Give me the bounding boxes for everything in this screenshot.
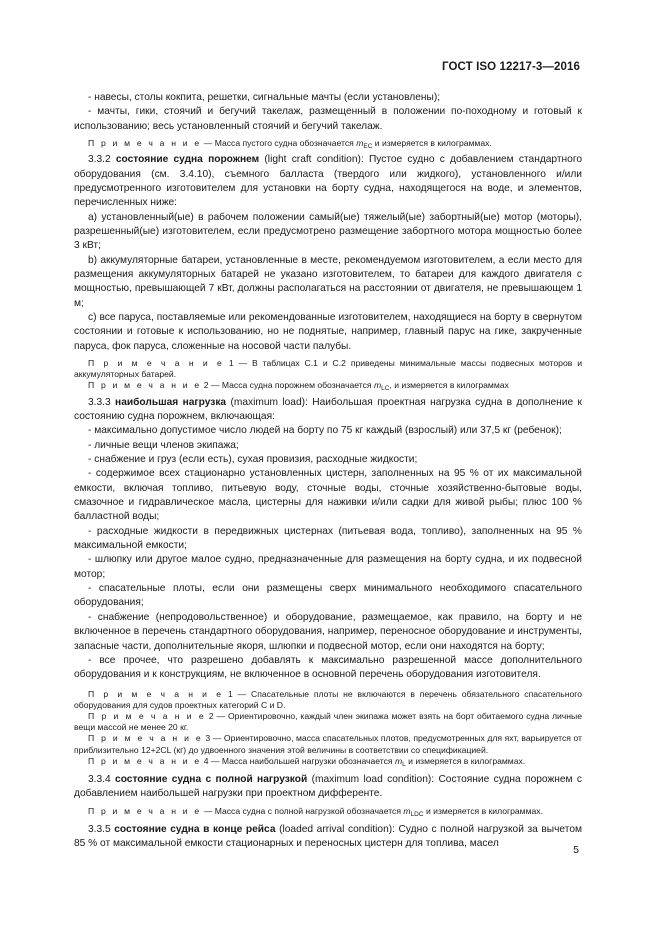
list-item: а) установленный(ые) в рабочем положении самый(ые) тяжелый(ые) забортный(ые) мотор (моторы), разрешенный(ые) изготовителем, если предусмотрено размещение забортного мотора мощностью более 3 кВт; [74, 211, 582, 252]
note: П р и м е ч а н и е — Масса пустого судна обозначается $m_{EC}$ и измеряется в килограммах. [88, 138, 492, 151]
definition-3-3-3: 3.3.3 наибольшая нагрузка (maximum load): Наибольшая проектная нагрузка судна в дополнение к состоянию судна порожнем, включающая: [74, 396, 582, 422]
note: П р и м е ч а н и е 2 — Ориентировочно, каждый член экипажа может взять на борт обитаемого судна личные вещи массой не менее 20 кг. [74, 710, 582, 733]
list-item: - максимально допустимое число людей на борту по 75 кг каждый (взрослый) или 37,5 кг (ребенок); [88, 425, 562, 437]
page-body [74, 91, 582, 852]
term: состояние судна в конце рейса [114, 823, 276, 835]
note-label: П р и м е ч а н и е [88, 138, 202, 149]
definition-3-3-2: 3.3.2 состояние судна порожнем (light craft condition): Пустое судно с добавлением стандартного оборудования (см. 3.4.10), съемного балласта (твердого или жидкого), установленного и/или предусмотренного изготовителем для установки на борту судна, находящегося на воде, и элементов, перечисленных ниже: [74, 154, 582, 209]
document-header: ГОСТ ISO 12217-3—2016 [442, 61, 580, 73]
definition-3-3-5: 3.3.5 состояние судна в конце рейса (loaded arrival condition): Судно с полной нагрузкой за вычетом 85 % от максимальной емкости стационарных и переносных цистерн для топлива, масел [74, 823, 582, 850]
list-item: b) аккумуляторные батареи, установленные в месте, рекомендуемом изготовителем, а если место для размещения аккумуляторных батарей не указано изготовителем, то батареи для каждого двигателя с мощностью, превышающей 7 кВт, должны располагаться на расстоянии от двигателя, не превышающем 1 м; [74, 254, 582, 309]
list-item: - мачты, гики, стоячий и бегучий такелаж, размещенный в положении по-походному и готовый к использованию; весь установленный стоячий и бегучий такелаж. [74, 106, 582, 132]
term: состояние судна порожнем [115, 154, 260, 166]
list-item: - снабжение и груз (если есть), сухая провизия, расходные жидкости; [88, 454, 418, 466]
list-item: с) все паруса, поставляемые или рекомендованные изготовителем, находящиеся на борту в свернутом состоянии и готовые к использованию, но не поднятые, например, главный парус на гике, закрученные паруса, фок паруса, сложенные на носовой части палубы. [74, 312, 582, 352]
page-number: 5 [573, 844, 579, 856]
list-item: - снабжение (непродовольственное) и оборудование, размещаемое, как правило, на борту и не включенное в перечень стандартного оборудования, например, переносное оборудование и инструменты, запасные части, дополнительные якоря, шлюпки и подвесной мотор, если они находятся на борту; [74, 611, 582, 652]
note: П р и м е ч а н и е 3 — Ориентировочно, масса спасательных плотов, предусмотренных для яхт, варьируется от приблизительно 12+2CL (кг) до удвоенного значения этой величины в соответствии со спецификацией. [74, 733, 582, 755]
list-item: - личные вещи членов экипажа; [88, 439, 239, 451]
list-item: - все прочее, что разрешено добавлять к максимально разрешенной массе дополнительного оборудования и к конструкциям, не включенное в основной перечень оборудования изготовителя. [74, 654, 582, 681]
note: П р и м е ч а н и е 1 — Спасательные плоты не включаются в перечень обязательного спасательного оборудования для судов проектных категорий С и D. [74, 688, 582, 710]
list-item: - содержимое всех стационарно установленных цистерн, заполненных на 95 % от их максимальной емкости, включая топливо, питьевую воду, сточные воды, сточные хозяйственно-бытовые воды, смазочное и гидравлическое масла, цистерны для наживки и/или садки для живой рыбы; плюс 100 % балластной воды; [74, 468, 582, 523]
note: П р и м е ч а н и е 2 — Масса судна порожнем обозначается $m_{LC}$, и измеряется в килограммах [88, 380, 509, 393]
list-item: - спасательные плоты, если они размещены сверх минимального необходимого спасательного оборудования; [74, 583, 582, 609]
definition-3-3-4: 3.3.4 состояние судна с полной нагрузкой (maximum load condition): Состояние судна порожнем с добавлением наибольшей нагрузки при проектном дифференте. [74, 773, 583, 800]
term: состояние судна с полной нагрузкой [115, 773, 308, 785]
list-item: - расходные жидкости в передвижных цистернах (питьевая вода, топливо), заполненных на 95 % максимальной емкости; [74, 525, 582, 552]
term: наибольшая нагрузка [115, 396, 227, 408]
list-item: - навесы, столы кокпита, решетки, сигнальные мачты (если установлены); [88, 92, 441, 103]
note: П р и м е ч а н и е — Масса судна с полной нагрузкой обозначается $m_{LDC}$ и измеряется в килограммах. [88, 805, 543, 818]
note: П р и м е ч а н и е 1 — В таблицах С.1 и С.2 приведены минимальные массы подвесных моторов и аккумуляторных батарей. [74, 358, 582, 380]
list-item: - шлюпку или другое малое судно, предназначенные для размещения на борту судна, и их подвесной мотор; [74, 554, 582, 580]
note: П р и м е ч а н и е 4 — Масса наибольшей нагрузки обозначается $m_L$ и измеряется в килограммах. [88, 755, 526, 768]
